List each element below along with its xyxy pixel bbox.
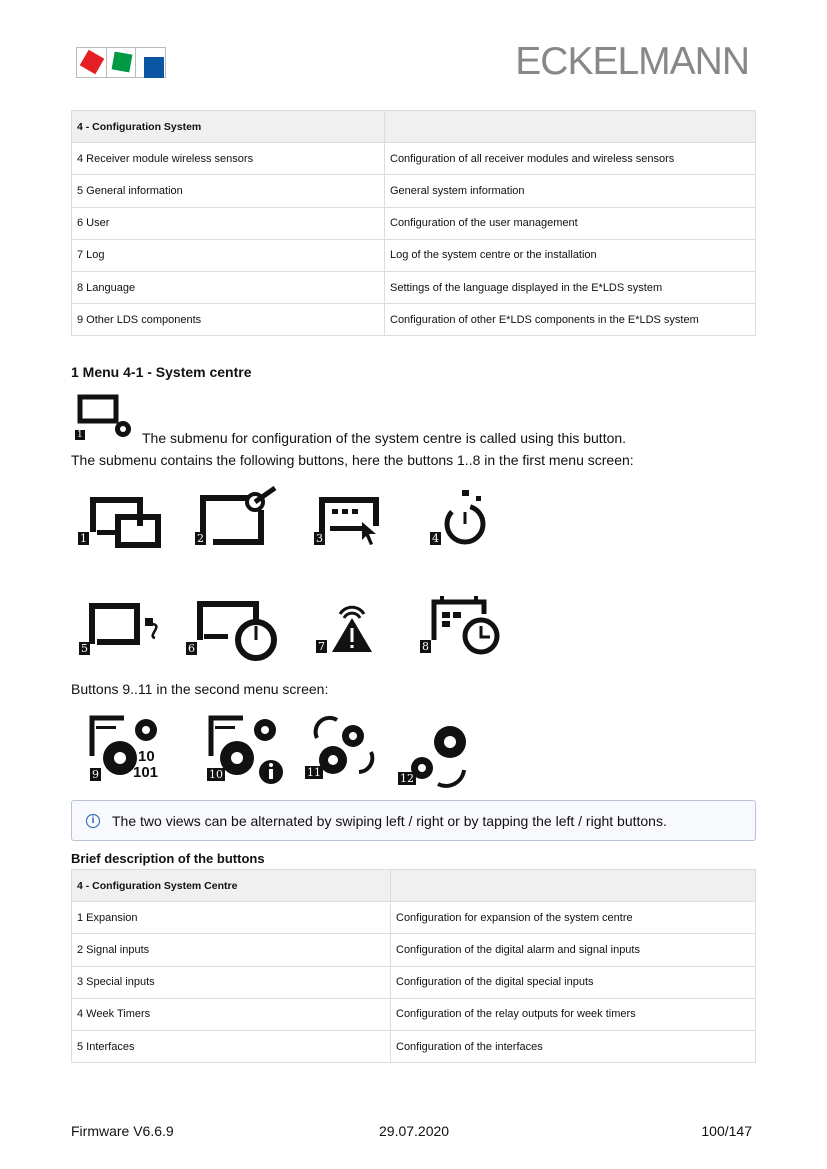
- cell: Configuration of the user management: [385, 207, 756, 239]
- table-row: [72, 239, 756, 271]
- cell: 8 Language: [72, 271, 385, 303]
- special-inputs-icon: [312, 486, 402, 550]
- cell: 9 Other LDS components: [72, 304, 385, 336]
- button-number: 3: [316, 532, 323, 545]
- table-row: [72, 304, 756, 336]
- table-row: [72, 966, 756, 998]
- cell: Configuration of the digital special inputs: [391, 966, 756, 998]
- configuration-system-table: [71, 110, 756, 336]
- table-row: [72, 902, 756, 934]
- calendar-clock-icon: [418, 590, 508, 662]
- footer-page: 100/147: [701, 1123, 752, 1139]
- binary-text: 10: [138, 748, 155, 765]
- table-row: [72, 1030, 756, 1062]
- cell: Configuration for expansion of the system centre: [391, 902, 756, 934]
- note-text: The two views can be alternated by swiping left / right or by tapping the left / right buttons.: [112, 812, 667, 829]
- info-icon: i: [86, 814, 100, 828]
- table-row: [72, 143, 756, 175]
- button-number: 1: [80, 532, 87, 545]
- expansion-icon: [75, 486, 165, 550]
- button-number: 1: [77, 430, 83, 440]
- section-title: 1 Menu 4-1 - System centre: [71, 364, 252, 380]
- intro-text: The submenu for configuration of the system centre is called using this button.: [142, 430, 627, 446]
- brief-heading: Brief description of the buttons: [71, 851, 265, 866]
- info-note: [71, 800, 756, 841]
- gear-update-icon: [398, 720, 488, 796]
- cell: Configuration of the interfaces: [391, 1030, 756, 1062]
- wireless-alarm-icon: [312, 590, 402, 662]
- cell: 2 Signal inputs: [72, 934, 391, 966]
- second-screen-label: Buttons 9..11 in the second menu screen:: [71, 681, 329, 697]
- table-row: [72, 934, 756, 966]
- footer-firmware: Firmware V6.6.9: [71, 1123, 174, 1139]
- brand-name: ECKELMANN: [515, 40, 749, 83]
- eckelmann-logo: [76, 47, 166, 78]
- button-number: 10: [209, 768, 223, 781]
- cell: 4 Receiver module wireless sensors: [72, 143, 385, 175]
- cell: Settings of the language displayed in the E*LDS system: [385, 271, 756, 303]
- gear-sync-icon: [303, 708, 393, 792]
- cell: 5 Interfaces: [72, 1030, 391, 1062]
- binary-text: 101: [133, 764, 159, 781]
- button-number: 7: [318, 640, 325, 653]
- table-row: [72, 271, 756, 303]
- cell: Configuration of the relay outputs for week timers: [391, 998, 756, 1030]
- cell: 5 General information: [72, 175, 385, 207]
- cell: 7 Log: [72, 239, 385, 271]
- cell: Configuration of the digital alarm and signal inputs: [391, 934, 756, 966]
- button-number: 9: [92, 768, 99, 781]
- cell: Configuration of other E*LDS components in the E*LDS system: [385, 304, 756, 336]
- cell: 3 Special inputs: [72, 966, 391, 998]
- component-info-gear-icon: [205, 706, 295, 790]
- table-header: [385, 111, 756, 143]
- gauge-icon: [186, 592, 286, 664]
- table-row: [72, 207, 756, 239]
- table-header: 4 - Configuration System: [72, 111, 385, 143]
- button-number: 6: [188, 642, 195, 655]
- cell: Configuration of all receiver modules and wireless sensors: [385, 143, 756, 175]
- table-row: [72, 998, 756, 1030]
- system-centre-table: [71, 869, 756, 1063]
- button-number: 12: [400, 772, 414, 785]
- table-header: 4 - Configuration System Centre: [72, 870, 391, 902]
- intro-text-2: The submenu contains the following buttons, here the buttons 1..8 in the first menu screen:: [71, 452, 634, 468]
- table-row: [72, 175, 756, 207]
- button-number: 5: [81, 642, 88, 655]
- button-number: 8: [422, 640, 429, 653]
- button-number: 4: [432, 532, 439, 545]
- cell: General system information: [385, 175, 756, 207]
- cell: Log of the system centre or the installation: [385, 239, 756, 271]
- cell: 6 User: [72, 207, 385, 239]
- button-number: 11: [307, 766, 321, 779]
- footer-date: 29.07.2020: [379, 1123, 450, 1139]
- button-number: 2: [197, 532, 204, 545]
- table-header: [391, 870, 756, 902]
- interfaces-icon: [75, 592, 165, 662]
- system-centre-settings-icon: [75, 394, 137, 442]
- signal-inputs-icon: [193, 486, 283, 550]
- week-timer-stopwatch-icon: [430, 486, 520, 550]
- cell: 1 Expansion: [72, 902, 391, 934]
- other-components-gear-icon: [82, 706, 172, 790]
- cell: 4 Week Timers: [72, 998, 391, 1030]
